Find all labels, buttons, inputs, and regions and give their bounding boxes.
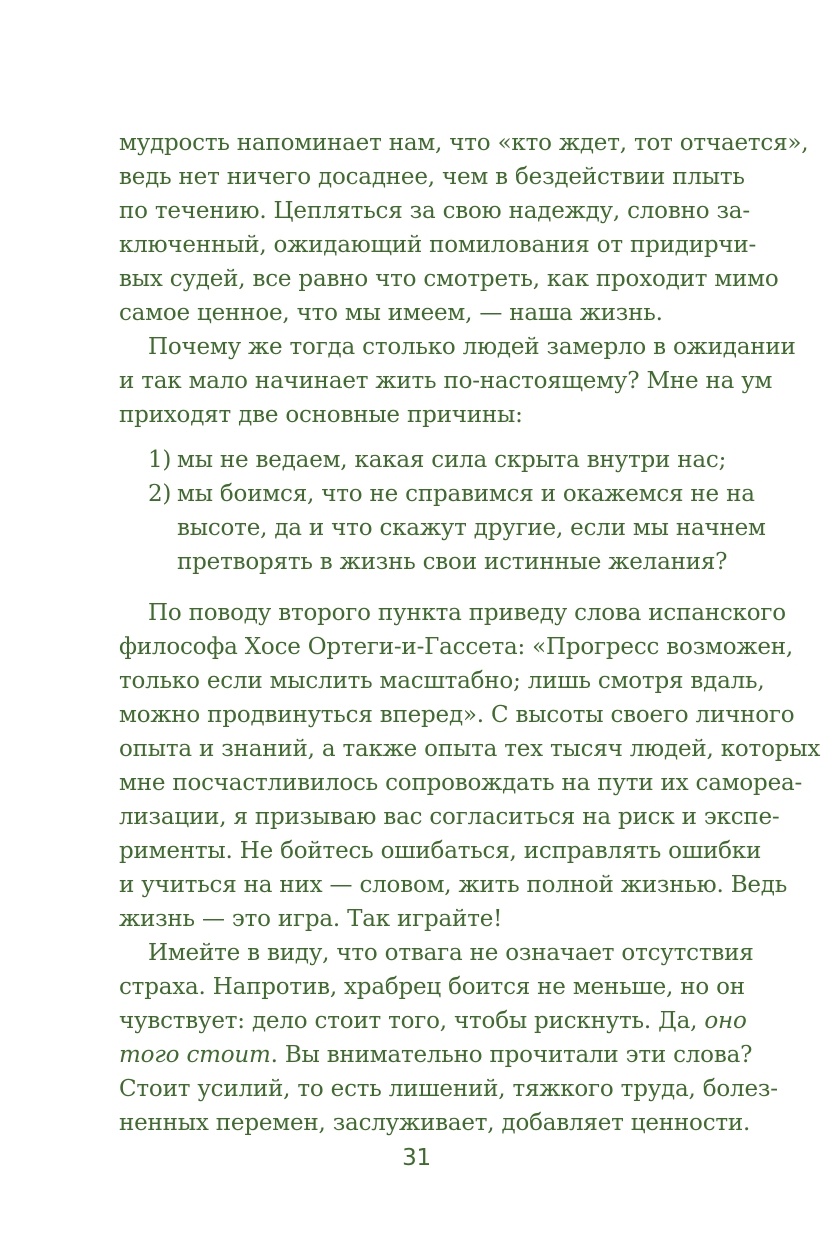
text-line: вых судей, все равно что смотреть, как проходит мимо [119, 266, 779, 292]
text-line: Стоит усилий, то есть лишений, тяжкого труда, болез- [119, 1076, 778, 1102]
text-line: Имейте в виду, что отвага не означает отсутствия [148, 940, 754, 966]
text-line: по течению. Цепляться за свою надежду, словно за- [119, 198, 750, 224]
text-line: По поводу второго пункта приведу слова испанского [148, 600, 786, 626]
text-line: жизнь — это игра. Так играйте! [119, 906, 503, 932]
text-line: и учиться на них — словом, жить полной жизнью. Ведь [119, 872, 788, 898]
text-line [119, 1004, 747, 1038]
list-number: 2) [148, 481, 172, 507]
text-line: мудрость напоминает нам, что «кто ждет, тот отчается», [119, 130, 809, 156]
text-line: можно продвинуться вперед». С высоты своего личного [119, 702, 795, 728]
text-line: лизации, я призываю вас согласиться на риск и экспе- [119, 804, 780, 830]
text-line: и так мало начинает жить по-настоящему? Мне на ум [119, 368, 773, 394]
text-line: философа Хосе Ортеги-и-Гассета: «Прогресс возможен, [119, 634, 793, 660]
text-line: приходят две основные причины: [119, 402, 523, 428]
text-segment: чувствует: дело стоит того, чтобы рискнуть. Да, [119, 1008, 705, 1034]
page-number: 31 [402, 1145, 431, 1171]
text-line: ключенный, ожидающий помилования от придирчи- [119, 232, 757, 258]
text-line: рименты. Не бойтесь ошибаться, исправлять ошибки [119, 838, 762, 864]
italic-emphasis: оно [704, 1008, 747, 1034]
list-item-text: мы не ведаем, какая сила скрыта внутри нас; [177, 447, 727, 473]
text-line: Почему же тогда столько людей замерло в ожидании [148, 334, 796, 360]
list-item-text: претворять в жизнь свои истинные желания? [177, 549, 728, 575]
list-item-text: мы боимся, что не справимся и окажемся не на [177, 481, 755, 507]
text-line: ведь нет ничего досаднее, чем в бездействии плыть [119, 164, 745, 190]
text-line: мне посчастливилось сопровождать на пути их самореа- [119, 770, 803, 796]
text-segment: . Вы внимательно прочитали эти слова? [270, 1042, 753, 1068]
list-item-text: высоте, да и что скажут другие, если мы начнем [177, 515, 766, 541]
text-line: только если мыслить масштабно; лишь смотря вдаль, [119, 668, 765, 694]
text-line: страха. Напротив, храбрец боится не меньше, но он [119, 974, 745, 1000]
text-line: опыта и знаний, а также опыта тех тысяч людей, которых [119, 736, 821, 762]
text-line [119, 1038, 753, 1072]
italic-emphasis: того стоит [119, 1042, 271, 1068]
text-line: ненных перемен, заслуживает, добавляет ценности. [119, 1110, 751, 1136]
text-line: самое ценное, что мы имеем, — наша жизнь. [119, 300, 663, 326]
list-number: 1) [148, 447, 172, 473]
